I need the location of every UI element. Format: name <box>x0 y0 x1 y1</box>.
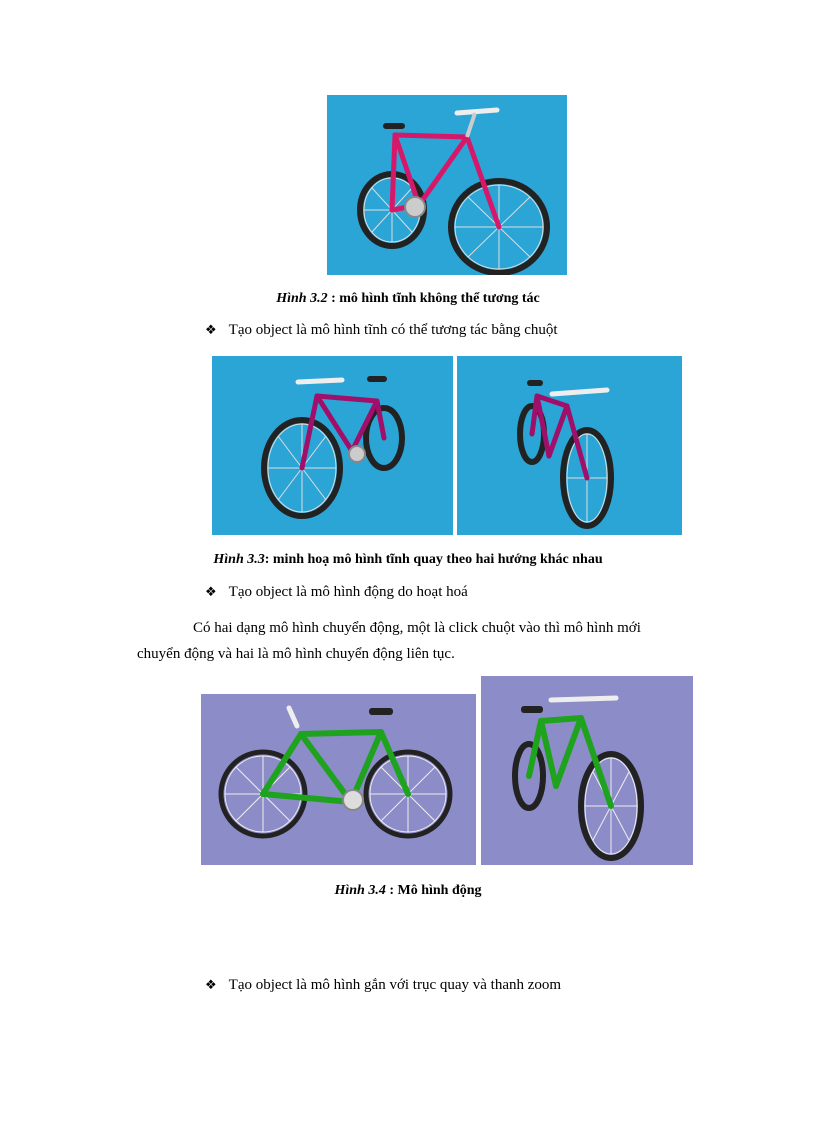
bullet-item: ❖ Tạo object là mô hình gắn với trục quay và thanh zoom <box>205 977 562 993</box>
green-bicycle-front-illustration <box>481 676 693 865</box>
figure-3-3-image-left <box>212 356 453 535</box>
bullet-item: ❖ Tạo object là mô hình tĩnh có thể tương tác bằng chuột <box>205 322 558 338</box>
figure-3-4-caption: Hình 3.4 : Mô hình động <box>334 883 482 898</box>
red-bicycle-front-left-illustration <box>212 356 453 535</box>
figure-3-4-image-right <box>481 676 693 865</box>
red-bicycle-front-right-illustration <box>457 356 682 535</box>
green-bicycle-side-illustration <box>201 694 476 865</box>
body-paragraph-line-2: chuyển động và hai là mô hình chuyển động liên tục. <box>137 646 455 662</box>
diamond-bullet-icon: ❖ <box>205 585 217 600</box>
figure-3-4-image-left <box>201 694 476 865</box>
figure-3-3-image-right <box>457 356 682 535</box>
red-bicycle-side-illustration <box>327 95 567 275</box>
bullet-item: ❖ Tạo object là mô hình động do hoạt hoá <box>205 584 468 600</box>
diamond-bullet-icon: ❖ <box>205 978 217 993</box>
body-paragraph-line-1: Có hai dạng mô hình chuyển động, một là click chuột vào thì mô hình mới <box>193 620 641 636</box>
figure-3-3-caption: Hình 3.3: minh hoạ mô hình tĩnh quay theo hai hướng khác nhau <box>213 552 603 567</box>
diamond-bullet-icon: ❖ <box>205 323 217 338</box>
figure-3-2-image <box>327 95 567 275</box>
figure-3-2-caption: Hình 3.2 : mô hình tĩnh không thể tương tác <box>276 291 540 306</box>
